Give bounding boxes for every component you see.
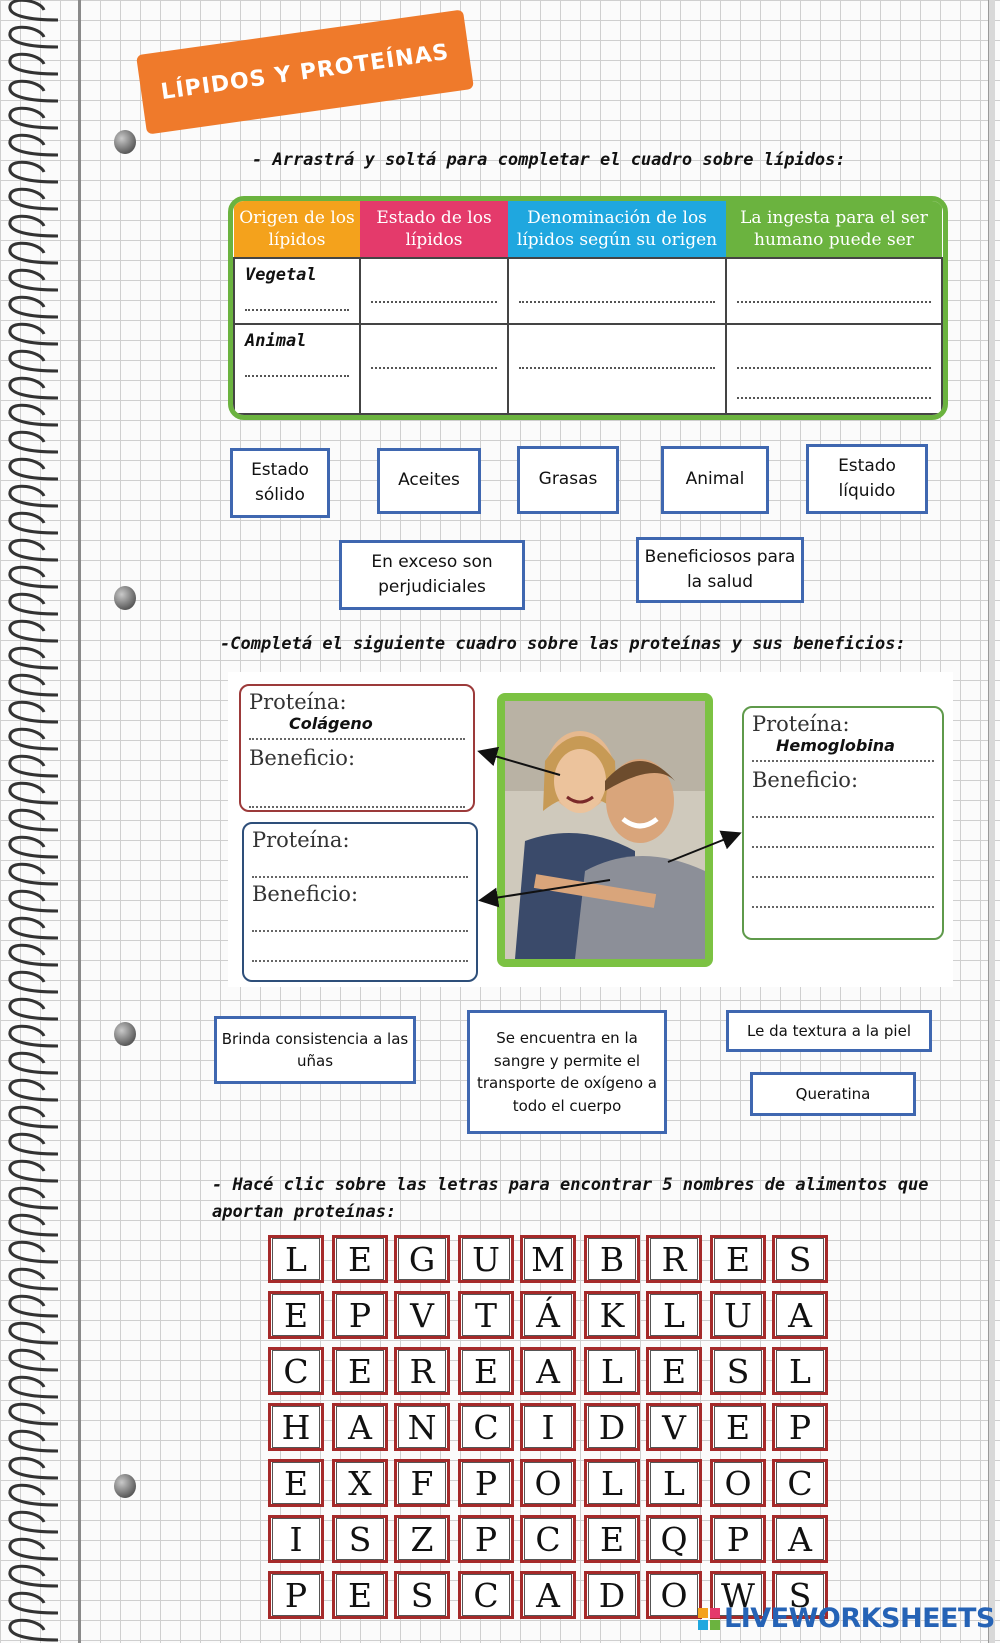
arrow-to-box-3 xyxy=(668,834,738,862)
letter: C xyxy=(272,1350,320,1392)
letter: E xyxy=(336,1574,384,1616)
letter-cell[interactable] xyxy=(268,1403,324,1451)
letter: I xyxy=(272,1518,320,1560)
letter-cell[interactable] xyxy=(332,1459,388,1507)
letter: E xyxy=(336,1350,384,1392)
benefit-drop-zone[interactable] xyxy=(752,822,934,848)
letter-cell[interactable] xyxy=(268,1515,324,1563)
drag-chip-en-exceso[interactable]: En exceso son perjudiciales xyxy=(339,540,525,610)
letter-cell[interactable] xyxy=(584,1459,640,1507)
letter: M xyxy=(524,1238,572,1280)
drag-chip-consistencia-unas[interactable]: Brinda consistencia a las uñas xyxy=(214,1016,416,1084)
letter-cell[interactable] xyxy=(458,1515,514,1563)
letter-cell[interactable] xyxy=(268,1235,324,1283)
letter-cell[interactable] xyxy=(332,1515,388,1563)
proteins-instruction: -Completá el siguiente cuadro sobre las proteínas y sus beneficios: xyxy=(220,634,906,654)
letter: E xyxy=(714,1238,762,1280)
letter: A xyxy=(524,1574,572,1616)
letter: V xyxy=(398,1294,446,1336)
letter-cell[interactable] xyxy=(584,1571,640,1619)
letter-cell[interactable] xyxy=(520,1291,576,1339)
letter-cell[interactable] xyxy=(710,1459,766,1507)
arrow-to-box-1 xyxy=(481,752,560,775)
letter: S xyxy=(714,1350,762,1392)
letter: E xyxy=(714,1406,762,1448)
letter-cell[interactable] xyxy=(520,1347,576,1395)
protein-label: Proteína: xyxy=(249,690,347,714)
letter: U xyxy=(462,1238,510,1280)
letter: K xyxy=(588,1294,636,1336)
letter-cell[interactable] xyxy=(332,1571,388,1619)
letter-cell[interactable] xyxy=(584,1235,640,1283)
letter: V xyxy=(650,1406,698,1448)
letter-cell[interactable] xyxy=(458,1235,514,1283)
letter: E xyxy=(272,1294,320,1336)
letter-cell[interactable] xyxy=(646,1403,702,1451)
letter: O xyxy=(714,1462,762,1504)
letter-cell[interactable] xyxy=(584,1291,640,1339)
letter-cell[interactable] xyxy=(394,1459,450,1507)
letter: Z xyxy=(398,1518,446,1560)
letter-cell[interactable] xyxy=(268,1459,324,1507)
benefit-drop-zone[interactable] xyxy=(752,792,934,818)
letter: U xyxy=(714,1294,762,1336)
protein-box-3 xyxy=(742,706,944,940)
letter: A xyxy=(524,1350,572,1392)
letter-cell[interactable] xyxy=(520,1235,576,1283)
drag-chip-textura-piel[interactable]: Le da textura a la piel xyxy=(726,1010,932,1052)
letter: R xyxy=(398,1350,446,1392)
letter: D xyxy=(588,1406,636,1448)
letter: P xyxy=(336,1294,384,1336)
protein-label: Proteína: xyxy=(252,828,350,852)
letter-cell[interactable] xyxy=(772,1291,828,1339)
letter-cell[interactable] xyxy=(520,1515,576,1563)
benefit-drop-zone[interactable] xyxy=(752,882,934,908)
benefit-label: Beneficio: xyxy=(752,768,859,792)
letter: P xyxy=(462,1462,510,1504)
letter: Á xyxy=(524,1294,572,1336)
letter-cell[interactable] xyxy=(584,1347,640,1395)
letter: E xyxy=(272,1462,320,1504)
letter-cell[interactable] xyxy=(394,1347,450,1395)
liveworksheets-logo-icon xyxy=(698,1608,720,1630)
letter-cell[interactable] xyxy=(520,1403,576,1451)
letter: C xyxy=(776,1462,824,1504)
letter: P xyxy=(462,1518,510,1560)
letter-cell[interactable] xyxy=(520,1459,576,1507)
letter-cell[interactable] xyxy=(520,1571,576,1619)
letter-cell[interactable] xyxy=(584,1403,640,1451)
letter-cell[interactable] xyxy=(710,1403,766,1451)
letter: E xyxy=(462,1350,510,1392)
letter: O xyxy=(650,1574,698,1616)
letter-cell[interactable] xyxy=(268,1291,324,1339)
letter-cell[interactable] xyxy=(332,1235,388,1283)
header-denomination: Denominación de los lípidos según su origen xyxy=(508,201,726,258)
letter-cell[interactable] xyxy=(332,1403,388,1451)
letter: R xyxy=(650,1238,698,1280)
letter: A xyxy=(776,1518,824,1560)
header-origin: Origen de los lípidos xyxy=(234,201,360,258)
letter-cell[interactable] xyxy=(646,1459,702,1507)
row-label-vegetal: Vegetal xyxy=(234,258,360,324)
letter-cell[interactable] xyxy=(772,1515,828,1563)
letter: S xyxy=(776,1238,824,1280)
letter: E xyxy=(336,1238,384,1280)
brand-watermark: LIVEWORKSHEETS xyxy=(724,1603,995,1634)
letter-cell[interactable] xyxy=(646,1235,702,1283)
letter: I xyxy=(524,1406,572,1448)
letter-cell[interactable] xyxy=(710,1235,766,1283)
drag-chip-estado-liquido[interactable]: Estado líquido xyxy=(806,444,928,514)
letter: L xyxy=(588,1462,636,1504)
letter: L xyxy=(776,1350,824,1392)
letter-cell[interactable] xyxy=(458,1291,514,1339)
protein-label: Proteína: xyxy=(752,712,850,736)
letter: S xyxy=(336,1518,384,1560)
letter-cell[interactable] xyxy=(710,1515,766,1563)
drag-chip-beneficiosos[interactable]: Beneficiosos para la salud xyxy=(636,537,804,603)
letter: H xyxy=(272,1406,320,1448)
page-title: LÍPIDOS Y PROTEÍNAS xyxy=(136,9,474,134)
letter-cell[interactable] xyxy=(772,1347,828,1395)
letter-cell[interactable] xyxy=(394,1235,450,1283)
letter: P xyxy=(714,1518,762,1560)
letter: W xyxy=(714,1574,762,1616)
letter: B xyxy=(588,1238,636,1280)
letter: P xyxy=(272,1574,320,1616)
benefit-label: Beneficio: xyxy=(252,882,359,906)
letter: L xyxy=(650,1294,698,1336)
letter: Q xyxy=(650,1518,698,1560)
letter-cell[interactable] xyxy=(646,1515,702,1563)
drag-chip-aceites[interactable]: Aceites xyxy=(377,448,481,514)
letter-cell[interactable] xyxy=(772,1403,828,1451)
letter-cell[interactable] xyxy=(458,1571,514,1619)
protein-value-colageno: Colágeno xyxy=(249,714,465,740)
letter-cell[interactable] xyxy=(458,1459,514,1507)
letter: E xyxy=(650,1350,698,1392)
drag-chip-grasas[interactable]: Grasas xyxy=(517,446,619,514)
letter-cell[interactable] xyxy=(394,1515,450,1563)
letter: P xyxy=(776,1406,824,1448)
letter: L xyxy=(588,1350,636,1392)
letter-cell[interactable] xyxy=(394,1291,450,1339)
letter: T xyxy=(462,1294,510,1336)
letter: G xyxy=(398,1238,446,1280)
letter-cell[interactable] xyxy=(332,1347,388,1395)
drag-chip-estado-solido[interactable]: Estado sólido xyxy=(230,448,330,518)
letter: A xyxy=(336,1406,384,1448)
letter: D xyxy=(588,1574,636,1616)
protein-value-hemoglobina: Hemoglobina xyxy=(752,736,934,762)
letter: A xyxy=(776,1294,824,1336)
letter-cell[interactable] xyxy=(772,1235,828,1283)
letter: L xyxy=(650,1462,698,1504)
letter-cell[interactable] xyxy=(710,1347,766,1395)
drag-chip-sangre-oxigeno[interactable]: Se encuentra en la sangre y permite el transporte de oxígeno a todo el cuerpo xyxy=(467,1010,667,1134)
letter-cell[interactable] xyxy=(268,1347,324,1395)
letter: O xyxy=(524,1462,572,1504)
letter: S xyxy=(398,1574,446,1616)
drag-chip-animal[interactable]: Animal xyxy=(661,446,769,514)
letter: E xyxy=(588,1518,636,1560)
letter: F xyxy=(398,1462,446,1504)
letter: C xyxy=(462,1574,510,1616)
lipids-instruction: - Arrastrá y soltá para completar el cuadro sobre lípidos: xyxy=(252,150,846,170)
arrow-to-box-2 xyxy=(482,880,610,900)
benefit-label: Beneficio: xyxy=(249,746,356,770)
letter-cell[interactable] xyxy=(646,1347,702,1395)
wordsearch-instruction: - Hacé clic sobre las letras para encontrar 5 nombres de alimentos que aportan proteínas: xyxy=(212,1175,929,1222)
drag-chip-queratina[interactable]: Queratina xyxy=(750,1072,916,1116)
header-state: Estado de los lípidos xyxy=(360,201,508,258)
letter: S xyxy=(776,1574,824,1616)
letter: C xyxy=(524,1518,572,1560)
letter-cell[interactable] xyxy=(772,1459,828,1507)
letter-cell[interactable] xyxy=(710,1291,766,1339)
letter-cell[interactable] xyxy=(332,1291,388,1339)
header-intake: La ingesta para el ser humano puede ser xyxy=(726,201,942,258)
letter: N xyxy=(398,1406,446,1448)
letter-cell[interactable] xyxy=(584,1515,640,1563)
letter-cell[interactable] xyxy=(646,1571,702,1619)
letter-cell[interactable] xyxy=(646,1291,702,1339)
letter-cell[interactable] xyxy=(268,1571,324,1619)
letter-cell[interactable] xyxy=(394,1571,450,1619)
letter-cell[interactable] xyxy=(394,1403,450,1451)
letter: L xyxy=(272,1238,320,1280)
benefit-drop-zone[interactable] xyxy=(752,852,934,878)
letter: C xyxy=(462,1406,510,1448)
letter-cell[interactable] xyxy=(458,1403,514,1451)
letter-cell[interactable] xyxy=(458,1347,514,1395)
row-label-animal: Animal xyxy=(234,324,360,414)
letter: X xyxy=(336,1462,384,1504)
